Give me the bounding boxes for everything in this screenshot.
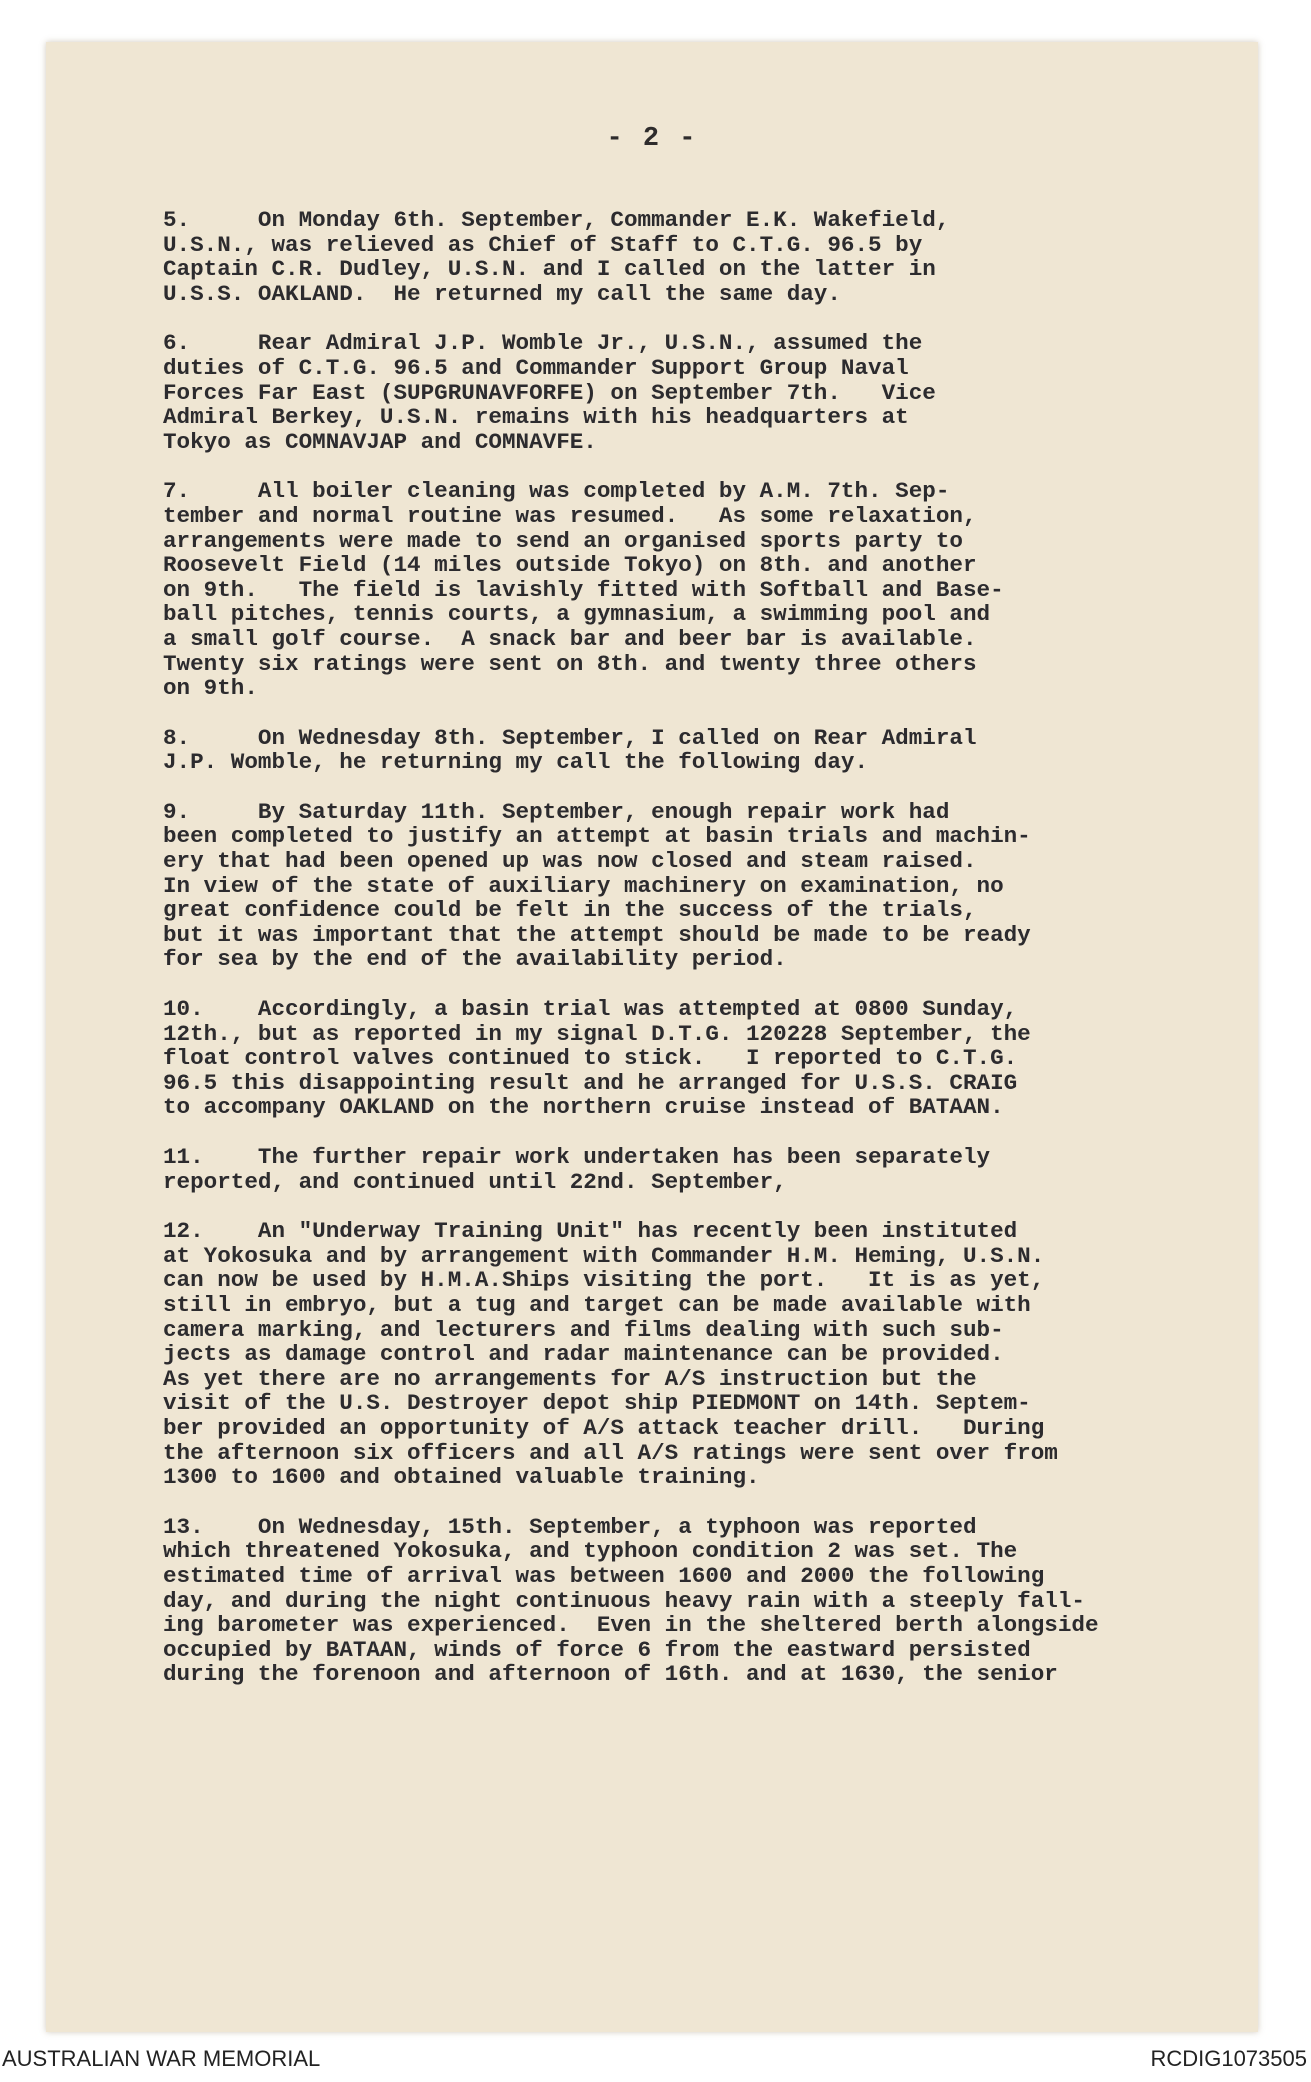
text-line: during the forenoon and afternoon of 16th. and at 1630, the senior xyxy=(163,1661,1058,1688)
text-line: can now be used by H.M.A.Ships visiting the port. It is as yet, xyxy=(163,1267,1045,1294)
text-line: 12th., but as reported in my signal D.T.G. 120228 September, the xyxy=(163,1020,1031,1047)
text-line: Tokyo as COMNAVJAP and COMNAVFE. xyxy=(163,428,597,455)
text-line: estimated time of arrival was between 1600 and 2000 the following xyxy=(163,1562,1045,1589)
paragraph-9 xyxy=(163,800,1253,972)
text-line: 10. Accordingly, a basin trial was attempted at 0800 Sunday, xyxy=(163,996,1018,1023)
footer-record-id: RCDIG1073505 xyxy=(1150,2046,1307,2071)
text-line: 1300 to 1600 and obtained valuable training. xyxy=(163,1464,760,1491)
text-line: Forces Far East (SUPGRUNAVFORFE) on September 7th. Vice xyxy=(163,379,936,406)
footer-institution: AUSTRALIAN WAR MEMORIAL xyxy=(2,2046,321,2071)
paragraph-7 xyxy=(163,479,1253,700)
text-line: jects as damage control and radar maintenance can be provided. xyxy=(163,1341,1004,1368)
text-line: 5. On Monday 6th. September, Commander E.K. Wakefield, xyxy=(163,207,950,233)
text-line: on 9th. The field is lavishly fitted with Softball and Base- xyxy=(163,576,1004,603)
text-line: 96.5 this disappointing result and he arranged for U.S.S. CRAIG xyxy=(163,1069,1018,1096)
document-body xyxy=(163,208,1253,1712)
text-line: 11. The further repair work undertaken has been separately xyxy=(163,1144,991,1170)
paragraph-10 xyxy=(163,997,1253,1120)
text-line: 13. On Wednesday, 15th. September, a typhoon was reported xyxy=(163,1513,977,1540)
text-line: U.S.N., was relieved as Chief of Staff to C.T.G. 96.5 by xyxy=(163,231,923,258)
text-line: occupied by BATAAN, winds of force 6 from the eastward persisted xyxy=(163,1636,1031,1663)
text-line: Captain C.R. Dudley, U.S.N. and I called on the latter in xyxy=(163,256,936,283)
text-line: at Yokosuka and by arrangement with Commander H.M. Heming, U.S.N. xyxy=(163,1242,1045,1269)
text-line: 12. An "Underway Training Unit" has recently been instituted xyxy=(163,1218,1018,1245)
text-line: but it was important that the attempt should be made to be ready xyxy=(163,921,1031,948)
text-line: tember and normal routine was resumed. As some relaxation, xyxy=(163,502,977,529)
text-line: for sea by the end of the availability period. xyxy=(163,946,787,973)
page-number: - 2 - xyxy=(606,124,698,154)
text-line: ball pitches, tennis courts, a gymnasium, a swimming pool and xyxy=(163,601,991,628)
text-line: still in embryo, but a tug and target can be made available with xyxy=(163,1291,1031,1318)
text-line: Twenty six ratings were sent on 8th. and twenty three others xyxy=(163,650,977,677)
text-line: which threatened Yokosuka, and typhoon condition 2 was set. The xyxy=(163,1538,1018,1565)
text-line: to accompany OAKLAND on the northern cruise instead of BATAAN. xyxy=(163,1094,1004,1121)
text-line: great confidence could be felt in the success of the trials, xyxy=(163,897,977,924)
paragraph-12 xyxy=(163,1219,1253,1490)
text-line: duties of C.T.G. 96.5 and Commander Support Group Naval xyxy=(163,354,909,381)
text-line: the afternoon six officers and all A/S ratings were sent over from xyxy=(163,1439,1058,1466)
text-line: reported, and continued until 22nd. September, xyxy=(163,1168,787,1195)
text-line: day, and during the night continuous heavy rain with a steeply fall- xyxy=(163,1587,1085,1614)
text-line: 8. On Wednesday 8th. September, I called on Rear Admiral xyxy=(163,724,977,751)
text-line: U.S.S. OAKLAND. He returned my call the same day. xyxy=(163,280,841,307)
paragraph-11 xyxy=(163,1145,1253,1194)
text-line: Admiral Berkey, U.S.N. remains with his headquarters at xyxy=(163,404,909,431)
text-line: Roosevelt Field (14 miles outside Tokyo) on 8th. and another xyxy=(163,552,977,579)
text-line: J.P. Womble, he returning my call the following day. xyxy=(163,749,869,776)
text-line: 6. Rear Admiral J.P. Womble Jr., U.S.N., assumed the xyxy=(163,330,923,357)
text-line: camera marking, and lecturers and films dealing with such sub- xyxy=(163,1316,1004,1343)
text-line: visit of the U.S. Destroyer depot ship PIEDMONT on 14th. Septem- xyxy=(163,1390,1031,1417)
text-line: As yet there are no arrangements for A/S instruction but the xyxy=(163,1365,977,1392)
paragraph-6 xyxy=(163,331,1253,454)
text-line: been completed to justify an attempt at basin trials and machin- xyxy=(163,823,1031,850)
text-line: arrangements were made to send an organised sports party to xyxy=(163,527,963,554)
text-line: on 9th. xyxy=(163,675,258,702)
text-line: 9. By Saturday 11th. September, enough repair work had xyxy=(163,798,950,825)
text-line: a small golf course. A snack bar and beer bar is available. xyxy=(163,625,977,652)
paragraph-8 xyxy=(163,726,1253,775)
text-line: ery that had been opened up was now closed and steam raised. xyxy=(163,848,977,875)
text-line: ber provided an opportunity of A/S attack teacher drill. During xyxy=(163,1414,1045,1441)
paragraph-13 xyxy=(163,1515,1253,1687)
paragraph-5 xyxy=(163,208,1253,306)
text-line: ing barometer was experienced. Even in the sheltered berth alongside xyxy=(163,1612,1099,1639)
text-line: In view of the state of auxiliary machinery on examination, no xyxy=(163,872,1004,899)
text-line: float control valves continued to stick. I reported to C.T.G. xyxy=(163,1045,1018,1072)
text-line: 7. All boiler cleaning was completed by A.M. 7th. Sep- xyxy=(163,478,950,505)
